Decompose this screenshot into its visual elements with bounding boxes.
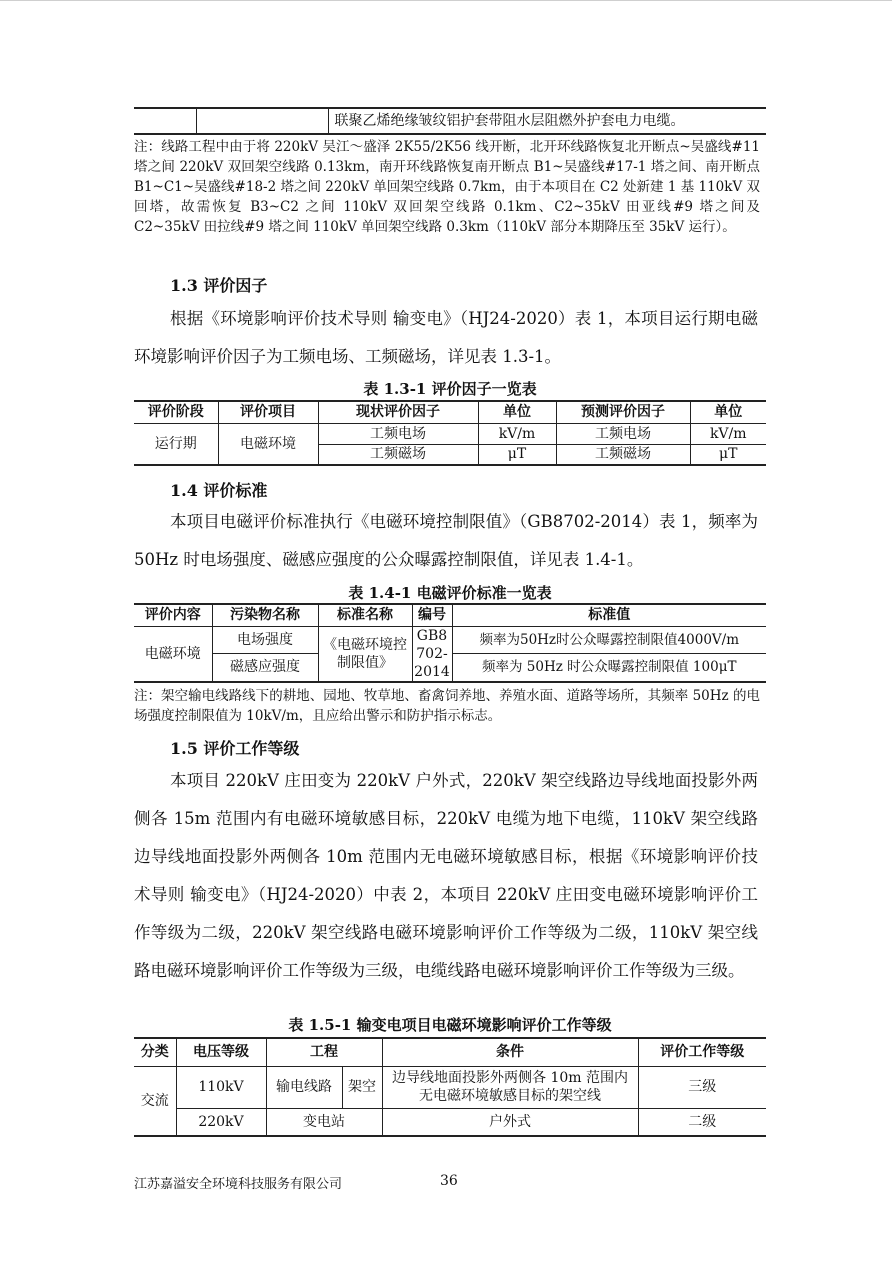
- th-predict-factor: 预测评价因子: [556, 401, 690, 423]
- th-stage: 评价阶段: [134, 401, 218, 423]
- cell-value-2: 频率为 50Hz 时公众曝露控制限值 100μT: [452, 653, 766, 681]
- th-condition: 条件: [382, 1038, 638, 1066]
- table-1-3-1-caption: 表 1.3-1 评价因子一览表: [363, 380, 537, 398]
- cell-r2-unit2: μT: [690, 444, 766, 465]
- cell-standard-name: 《电磁环境控制限值》: [318, 626, 412, 682]
- cell-r1-predict: 工频电场: [556, 423, 690, 444]
- table-1-5-1: [134, 1037, 766, 1137]
- footer-company: 江苏嘉溢安全环境科技服务有限公司: [134, 1177, 343, 1192]
- continued-cell-text: 联聚乙烯绝缘皱纹铝护套带阻水层阻燃外护套电力电缆。: [328, 108, 766, 134]
- cell-voltage-220: 220kV: [176, 1108, 266, 1136]
- section-1-4-paragraph: 本项目电磁评价标准执行《电磁环境控制限值》（GB8702-2014）表 1，频率为 50Hz 时电场强度、磁感应强度的公众曝露控制限值，详见表 1.4-1。: [134, 512, 758, 569]
- section-1-3-heading: 1.3 评价因子: [170, 276, 268, 295]
- th-item: 评价项目: [218, 401, 318, 423]
- cell-content: 电磁环境: [144, 645, 201, 662]
- cell-category: 交流: [140, 1092, 169, 1109]
- cell-condition-220: 户外式: [382, 1108, 638, 1136]
- continued-table: [134, 107, 766, 135]
- th-code: 编号: [412, 604, 452, 626]
- cell-item: 电磁环境: [218, 423, 318, 465]
- cell-grade-220: 二级: [638, 1108, 766, 1136]
- cell-voltage-110: 110kV: [176, 1066, 266, 1108]
- cell-r2-unit1: μT: [478, 444, 556, 465]
- cell-pollutant-1: 电场强度: [212, 626, 318, 653]
- cell-r1-unit2: kV/m: [690, 423, 766, 444]
- th-current-factor: 现状评价因子: [318, 401, 478, 423]
- continued-cell-empty-1: [134, 108, 196, 134]
- continued-cell-empty-2: [196, 108, 328, 134]
- table-1-4-1-caption: 表 1.4-1 电磁评价标准一览表: [348, 584, 552, 602]
- cell-project-overhead: 架空: [342, 1066, 382, 1108]
- cell-stage: 运行期: [154, 435, 197, 452]
- th-unit-2: 单位: [690, 401, 766, 423]
- th-voltage: 电压等级: [176, 1038, 266, 1066]
- th-project: 工程: [266, 1038, 382, 1066]
- section-1-3-paragraph: 根据《环境影响评价技术导则 输变电》（HJ24-2020）表 1，本项目运行期电磁环境影响评价因子为工频电场、工频磁场，详见表 1.3-1。: [134, 309, 758, 366]
- th-unit-1: 单位: [478, 401, 556, 423]
- th-grade: 评价工作等级: [638, 1038, 766, 1066]
- cell-code: GB8702-2014: [412, 626, 452, 682]
- th-standard-value: 标准值: [452, 604, 766, 626]
- cell-project-substation: 变电站: [266, 1108, 382, 1136]
- section-1-5-heading: 1.5 评价工作等级: [170, 739, 300, 758]
- cell-project-line: 输电线路: [266, 1066, 342, 1108]
- table-1-5-1-caption: 表 1.5-1 输变电项目电磁环境影响评价工作等级: [288, 1016, 612, 1034]
- th-content: 评价内容: [134, 604, 212, 626]
- line-project-note: 注：线路工程中由于将 220kV 吴江～盛泽 2K55/2K56 线开断，北开环线路恢复北开断点~吴盛线#11 塔之间 220kV 双回架空线路 0.13km，南开环线路恢复南开断点 B1~吴盛线#17-1 塔之间、南开断点 B1~C1~吴盛线#18-2 塔之间 220kV 单回架空线路 0.7km，由于本项目在 C2 处新建 1 基 110kV 双回塔，故需恢复 B3~C2 之间 110kV 双回架空线路 0.1km、C2~35kV 田亚线#9 塔之间及 C2~35kV 田拉线#9 塔之间 110kV 单回架空线路 0.3km（110kV 部分本期降压至 35kV 运行）。: [134, 139, 760, 235]
- cell-grade-110: 三级: [638, 1066, 766, 1108]
- th-pollutant: 污染物名称: [212, 604, 318, 626]
- cell-r1-current: 工频电场: [318, 423, 478, 444]
- top-border-line: [0, 0, 892, 1]
- section-1-5-paragraph: 本项目 220kV 庄田变为 220kV 户外式，220kV 架空线路边导线地面投影外两侧各 15m 范围内有电磁环境敏感目标，220kV 电缆为地下电缆，110kV 架空线路边导线地面投影外两侧各 10m 范围内无电磁环境敏感目标，根据《环境影响评价技术导则 输变电》（HJ24-2020）中表 2，本项目 220kV 庄田变电磁环境影响评价工作等级为二级，220kV 架空线路电磁环境影响评价工作等级为二级，110kV 架空线路电磁环境影响评价工作等级为三级，电缆线路电磁环境影响评价工作等级为三级。: [134, 771, 758, 980]
- table-1-3-1: [134, 400, 766, 466]
- cell-r2-predict: 工频磁场: [556, 444, 690, 465]
- cell-r2-current: 工频磁场: [318, 444, 478, 465]
- cell-value-1: 频率为50Hz时公众曝露控制限值4000V/m: [452, 626, 766, 653]
- table-1-4-1: [134, 603, 766, 683]
- page-number: 36: [440, 1173, 458, 1189]
- section-1-4-heading: 1.4 评价标准: [170, 481, 268, 500]
- th-standard-name: 标准名称: [318, 604, 412, 626]
- th-category: 分类: [134, 1038, 176, 1066]
- cell-pollutant-2: 磁感应强度: [212, 653, 318, 681]
- cell-condition-110: 边导线地面投影外两侧各 10m 范围内无电磁环境敏感目标的架空线: [382, 1066, 638, 1108]
- table-1-4-1-note: 注：架空输电线路线下的耕地、园地、牧草地、畜禽饲养地、养殖水面、道路等场所，其频率 50Hz 的电场强度控制限值为 10kV/m，且应给出警示和防护指示标志。: [134, 688, 760, 724]
- cell-r1-unit1: kV/m: [478, 423, 556, 444]
